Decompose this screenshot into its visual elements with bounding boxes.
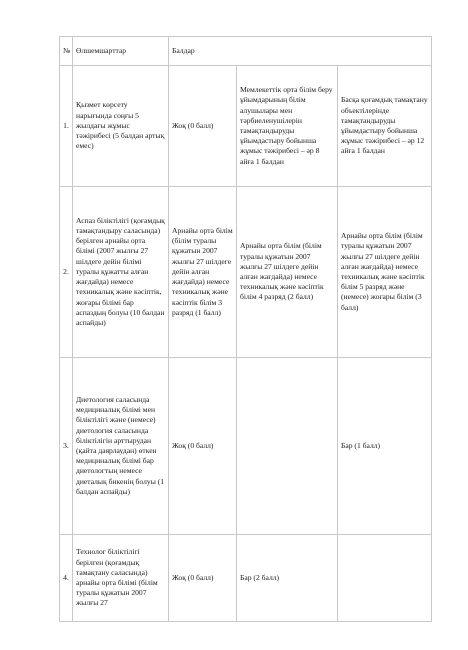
table-row	[60, 535, 432, 622]
row-number: 1.	[60, 66, 73, 187]
score-cell: Бар (1 балл)	[338, 358, 432, 535]
score-cell: Басқа қоғамдық тамақтану объектілерінде тамақтандыруды ұйымдастыру бойынша жұмыс тәжірибесі – әр 12 айға 1 балдан	[338, 66, 432, 187]
header-scores: Балдар	[169, 37, 432, 66]
criteria-table	[59, 36, 432, 622]
score-cell-empty	[237, 358, 338, 535]
table-row	[60, 66, 432, 187]
score-cell: Жоқ (0 балл)	[169, 358, 237, 535]
criteria-cell: Технолог біліктілігі берілген (қоғамдық тамақтану саласында) арнайы орта білімі (білім туралы құжатын 2007 жылғы 27	[73, 535, 169, 622]
score-cell: Жоқ (0 балл)	[169, 66, 237, 187]
row-number: 3.	[60, 358, 73, 535]
header-criteria: Өлшемшарттар	[73, 37, 169, 66]
score-cell-empty	[338, 535, 432, 622]
score-cell: Арнайы орта білім (білім туралы құжатын 2007 жылғы 27 шілдеге дейін алған жағдайда) немесе техникалық және кәсіптік білім 5 разряд және (немесе) жоғары білім (3 балл)	[338, 187, 432, 358]
table-row	[60, 358, 432, 535]
criteria-cell: Қызмет көрсету нарығында соңғы 5 жылдағы жұмыс тәжірибесі (5 балдан артық емес)	[73, 66, 169, 187]
score-cell: Арнайы орта білім (білім туралы құжатын 2007 жылғы 27 шілдеге дейін алған жағдайда) немесе техникалық және кәсіптік білім 3 разряд (1 балл)	[169, 187, 237, 358]
criteria-cell: Аспаз біліктілігі (қоғамдық тамақтандыру саласында) берілген арнайы орта білімі (2007 жылғы 27 шілдеге дейін білімі туралы құжатты алған жағдайда) немесе техникалық және кәсіптік, жоғары білімі бар аспаздың болуы (10 балдан аспайды)	[73, 187, 169, 358]
criteria-cell: Диетология саласында медициналық білімі мен біліктілігі және (немесе) диетология саласында біліктілігін арттырудан (қайта даярлаудан) өткен медициналық білімі бар диетологтың немесе диеталық бикенің болуы (1 балдан аспайды)	[73, 358, 169, 535]
score-cell: Бар (2 балл)	[237, 535, 338, 622]
row-number: 2.	[60, 187, 73, 358]
row-number: 4.	[60, 535, 73, 622]
score-cell: Жоқ (0 балл)	[169, 535, 237, 622]
table-header-row	[60, 37, 432, 66]
header-number: №	[60, 37, 73, 66]
table-row	[60, 187, 432, 358]
score-cell: Мемлекеттік орта білім беру ұйымдарының білім алушылары мен тәрбиеленушілерін тамақтандыруды ұйымдастыру бойынша жұмыс тәжірибесі – әр 8 айға 1 балдан	[237, 66, 338, 187]
score-cell: Арнайы орта білім (білім туралы құжатын 2007 жылғы 27 шілдеге дейін алған жағдайда) немесе техникалық және кәсіптік білім 4 разряд (2 балл)	[237, 187, 338, 358]
